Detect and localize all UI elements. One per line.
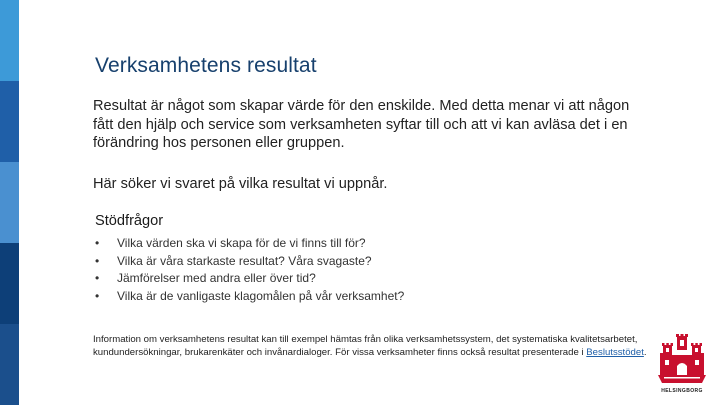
bullet-icon: • [95,271,100,285]
list-item [95,270,404,288]
beslutsstodet-link[interactable]: Beslutsstödet [586,347,644,358]
bullet-icon: • [95,253,100,268]
list-item [95,235,404,253]
sidebar-stripe [0,324,19,405]
logo-wordmark: HELSINGBORG [661,388,703,394]
list-item-text: Jämförelser med andra eller över tid? [117,271,316,285]
list-item-text: Vilka är de vanligaste klagomålen på vår verksamhet? [117,288,405,303]
bullet-icon: • [95,288,100,303]
helsingborg-crest-icon [650,333,714,388]
sidebar-stripes [0,0,19,405]
list-item [95,253,404,271]
footnote [93,333,653,359]
slide-title: Verksamhetens resultat [95,54,317,77]
support-heading: Stödfrågor [95,213,164,229]
footnote-end: . [643,347,647,358]
list-item-text: Vilka värden ska vi skapa för de vi finns till för? [117,236,366,250]
list-item [95,288,404,306]
question-paragraph: Här söker vi svaret på vilka resultat vi uppnår. [93,176,388,192]
sidebar-stripe [0,0,19,81]
bullet-icon: • [95,236,100,250]
support-question-list [95,235,404,305]
sidebar-stripe [0,162,19,243]
intro-paragraph: Resultat är något som skapar värde för den enskilde. Med detta menar vi att någon fått den hjälp och service som verksamheten syftar till och att vi kan avläsa det i en förändring hos personen eller gruppen. [93,98,630,151]
footnote-text: Information om verksamhetens resultat kan till exempel hämtas från olika verksamhetssystem, det systematiska kvalitetsarbetet, kundundersökningar, brukarenkäter och invånardialoger. För vissa verksamheter finns också resultat presenterade i [93,334,638,358]
sidebar-stripe [0,81,19,162]
sidebar-stripe [0,243,19,324]
list-item-text: Vilka är våra starkaste resultat? Våra svagaste? [117,253,372,268]
helsingborg-logo [650,333,714,399]
